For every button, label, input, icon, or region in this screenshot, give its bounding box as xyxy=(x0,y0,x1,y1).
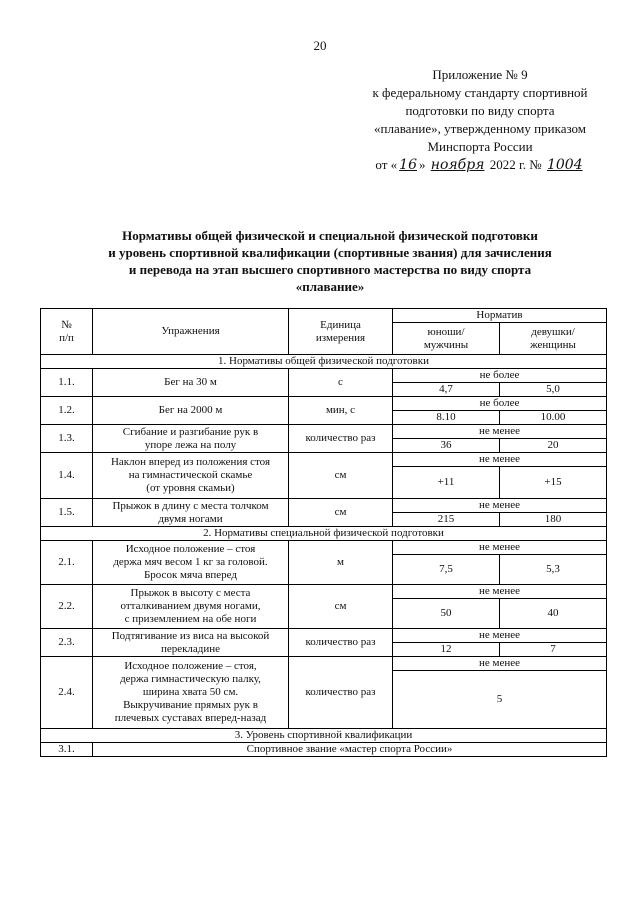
row-num: 1.4. xyxy=(41,453,93,499)
row-num: 2.1. xyxy=(41,541,93,585)
row-exercise: Исходное положение – стоя держа мяч весом 1 кг за головой. Бросок мяча вперед xyxy=(93,541,289,585)
row-exercise: Сгибание и разгибание рук в упоре лежа на полу xyxy=(93,425,289,453)
row-condition: не менее xyxy=(393,657,607,671)
header-unit: Единица измерения xyxy=(289,309,393,355)
row-girls-value: 5,3 xyxy=(500,555,607,585)
row-exercise: Прыжок в длину с места толчком двумя ногами xyxy=(93,499,289,527)
section-title: 3. Уровень спортивной квалификации xyxy=(41,729,607,743)
row-condition: не менее xyxy=(393,499,607,513)
row-condition: не менее xyxy=(393,585,607,599)
row-girls-value: 5,0 xyxy=(500,383,607,397)
date-month: ноября xyxy=(430,157,485,173)
row-girls-value: 10.00 xyxy=(500,411,607,425)
header-norm: Норматив xyxy=(393,309,607,323)
header-num: № п/п xyxy=(41,309,93,355)
row-condition: не менее xyxy=(393,541,607,555)
date-mid: » xyxy=(418,157,426,172)
norms-table xyxy=(40,308,607,757)
row-condition: не менее xyxy=(393,453,607,467)
row-unit: количество раз xyxy=(289,657,393,729)
row-unit: м xyxy=(289,541,393,585)
row-girls-value: 20 xyxy=(500,439,607,453)
heading-line: и уровень спортивной квалификации (спортивные звания) для зачисления xyxy=(108,245,552,260)
header-boys: юноши/ мужчины xyxy=(393,323,500,355)
header-exercise: Упражнения xyxy=(93,309,289,355)
row-num: 3.1. xyxy=(41,743,93,757)
appendix-title: Приложение № 9 xyxy=(432,67,528,82)
row-exercise: Бег на 2000 м xyxy=(93,397,289,425)
appendix-line: к федеральному стандарту спортивной xyxy=(372,85,588,100)
row-unit: количество раз xyxy=(289,425,393,453)
appendix-line: подготовки по виду спорта xyxy=(405,103,555,118)
appendix-block xyxy=(330,66,630,174)
row-num: 1.2. xyxy=(41,397,93,425)
row-boys-value: 12 xyxy=(393,643,500,657)
section-title: 2. Нормативы специальной физической подготовки xyxy=(41,527,607,541)
row-unit: см xyxy=(289,453,393,499)
row-girls-value: 7 xyxy=(500,643,607,657)
row-num: 2.3. xyxy=(41,629,93,657)
date-prefix: от « xyxy=(375,157,398,172)
row-unit: количество раз xyxy=(289,629,393,657)
order-number: 1004 xyxy=(546,157,583,173)
row-condition: не более xyxy=(393,397,607,411)
row-boys-value: 4,7 xyxy=(393,383,500,397)
heading-line: Нормативы общей физической и специальной физической подготовки xyxy=(122,228,538,243)
row-condition: не менее xyxy=(393,629,607,643)
row-unit: см xyxy=(289,499,393,527)
row-condition: не менее xyxy=(393,425,607,439)
row-exercise: Прыжок в высоту с места отталкиванием двумя ногами, с приземлением на обе ноги xyxy=(93,585,289,629)
heading-line: «плавание» xyxy=(295,279,365,294)
section-title: 1. Нормативы общей физической подготовки xyxy=(41,355,607,369)
row-num: 2.2. xyxy=(41,585,93,629)
row-unit: с xyxy=(289,369,393,397)
date-day: 16 xyxy=(399,157,417,173)
appendix-line: Минспорта России xyxy=(427,139,533,154)
row-exercise: Бег на 30 м xyxy=(93,369,289,397)
document-heading xyxy=(50,227,610,295)
row-exercise: Наклон вперед из положения стоя на гимнастической скамье (от уровня скамьи) xyxy=(93,453,289,499)
appendix-date-line xyxy=(330,156,630,174)
row-num: 1.5. xyxy=(41,499,93,527)
row-girls-value: 180 xyxy=(500,513,607,527)
row-boys-value: 215 xyxy=(393,513,500,527)
row-num: 1.3. xyxy=(41,425,93,453)
row-boys-value: 50 xyxy=(393,599,500,629)
row-title: Спортивное звание «мастер спорта России» xyxy=(93,743,607,757)
header-girls: девушки/ женщины xyxy=(500,323,607,355)
date-year: 2022 г. № xyxy=(489,157,542,172)
row-num: 2.4. xyxy=(41,657,93,729)
row-num: 1.1. xyxy=(41,369,93,397)
row-boys-value: +11 xyxy=(393,467,500,499)
row-unit: мин, с xyxy=(289,397,393,425)
row-girls-value: +15 xyxy=(500,467,607,499)
row-boys-value: 8.10 xyxy=(393,411,500,425)
row-boys-value: 7,5 xyxy=(393,555,500,585)
heading-line: и перевода на этап высшего спортивного мастерства по виду спорта xyxy=(128,262,532,277)
row-boys-value: 36 xyxy=(393,439,500,453)
page-number: 20 xyxy=(313,38,327,53)
row-condition: не более xyxy=(393,369,607,383)
row-both-value: 5 xyxy=(393,671,607,729)
appendix-line: «плавание», утвержденному приказом xyxy=(374,121,586,136)
row-exercise: Исходное положение – стоя, держа гимнастическую палку, ширина хвата 50 см. Выкручивание прямых рук в плечевых суставах вперед-назад xyxy=(93,657,289,729)
row-unit: см xyxy=(289,585,393,629)
row-girls-value: 40 xyxy=(500,599,607,629)
row-exercise: Подтягивание из виса на высокой перекладине xyxy=(93,629,289,657)
